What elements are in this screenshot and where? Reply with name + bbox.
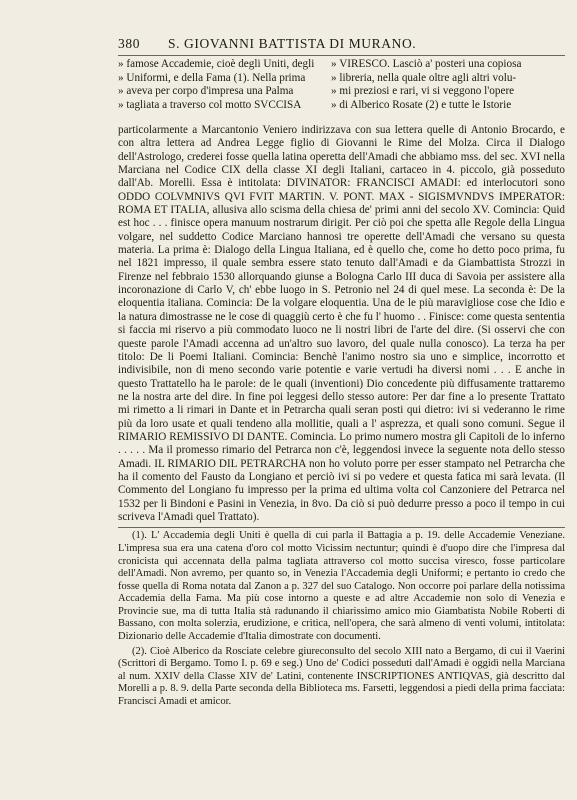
quote-line: » Uniformi, e della Fama (1). Nella prima xyxy=(118,71,306,84)
quote-line: » aveva per corpo d'impresa una Palma xyxy=(118,85,294,98)
quote-line: » famose Accademie, cioè degli Uniti, degli xyxy=(118,58,315,70)
quote-column-right xyxy=(331,58,577,112)
page-number: 380 xyxy=(118,36,141,51)
quote-column-left xyxy=(118,58,323,112)
footnotes xyxy=(118,530,565,708)
footnote-rule xyxy=(118,527,565,528)
quote-line: » tagliata a traverso col motto SVCCISA xyxy=(118,98,302,111)
quote-line: » libreria, nella quale oltre agli altri volu- xyxy=(331,71,517,84)
main-text xyxy=(118,124,565,711)
body-paragraph: particolarmente a Marcantonio Veniero indirizzava con sua lettera quelle di Antonio Brocardo, e con altra lettera ad Andrea Legge figlio di Giovanni le Rime del Molza. Circa il Dialogo dell'Astrologo, crederei fosse quella latina operetta dell'Amadi che abbiamo mss. del sec. XVI nella Marciana nel Codice CIX della classe XI degli Italiani, cartaceo in 4. piccolo, già posseduto dall'Ab. Morelli. Essa è intitolata: DIVINATOR: FRANCISCI AMADI: ed interlocutori sono ODDO COLVMNIVS QVI FVIT MARTIN. V. PONT. MAX - SIGISMVNDVS IMPERATOR: ROMA ET ITALIA, allusiva allo scisma della chiesa de' primi anni del secolo XV. Comincia: Quid est hoc . . . finisce opera manuum nostrarum dirigit. Per ciò poi che spetta alle Regole della Lingua volgare, nel suddetto Codice Marciano hannosi tre operette dell'Amadi che versano su questa materia. La prima è: Dialogo della Lingua Italiana, ed è quello che, come ho detto poco prima, fu nel 1821 impresso, il quale sembra essere stato tenuto dall'Amadi e da Giambattista Strozzi in Firenze nel febbraio 1530 allorquando giunse a Bologna Carlo III duca di Savoia per assistere alla incoronazione di Carlo V, ch' ebbe luogo in S. Petronio nel 24 di quel mese. La seconda è: De la eloquentia italiana. Comincia: De la volgare eloquentia. Una de le più maravigliose cose che Idio e la natura dimostrasse ne le cose di quaggiù certo è che fu l' huomo . . Finisce: come questa sententia si faccia mi riservo a più commodato luoco ne li nostri libri de l'arte del dire. (Si osservi che con queste parole l'Amadi accenna ad un'altro suo lavoro, del quale nulla conosco). La terza ha per titolo: De li Poemi Italiani. Comincia: Benchè l'animo nostro sia uno e simplice, incorrotto et indivisibile, non di meno secondo varie potentie e varie vertudi ha diversi nomi . . . E anche in questo Trattatello ha le parole: de le quali (inventioni) Dio concedente più diffusamente trattaremo ne la nostra arte del dire. In fine poi leggesi dello stesso autore: Per dar fine a lo presente Trattato mi rimetto a li rimari in Dante et in Petrarcha quali seran posti qui dietro: ivi si vederanno le rime più da loro usate et quali tendeno alla mollitie, quali a l' asprezza, et quali sono comuni. Segue il RIMARIO REMISSIVO DI DANTE. Comincia. Lo primo numero mostra gli Capitoli de lo inferno . . . . . Ma il promesso rimario del Petrarca non c'è, leggendosi invece la seguente nota dello stesso Amadi. IL RIMARIO DIL PETRARCHA non ho voluto porre per esser stampato nel Petrarcha che ha il comento del Fausto da Longiano et perciò ivi si po vedere et questa fatica mi sarà levata. (Il Commento del Longiano fu impresso per la prima ed ultima volta col Canzoniere del Petrarca nel 1532 per li Bindoni e Pasini in Venezia, in 8vo. Da ciò si può dedurre presso a poco il tempo in cui scriveva l'Amadi quel Trattato). xyxy=(118,124,565,523)
header-rule xyxy=(118,55,565,56)
footnote-2: (2). Cioè Alberico da Rosciate celebre giureconsulto del secolo XIII nato a Bergamo, di cui il Vaerini (Scrittori di Bergamo. Tomo I. p. 69 e seg.) Uno de' Codici posseduti dall'Amadi è oggidì nella Marciana al num. XXIV della Classe XIV de' Latini, contenente INSCRIPTIONES ANTIQVAS, già descritto dal Morelli a p. 8. 9. della Parte seconda della Biblioteca ms. Farsetti, leggendosi a piedi della prima facciata: Francisci Amadi et amicor. xyxy=(118,645,565,708)
quote-line: » mi preziosi e rari, vi si veggono l'opere xyxy=(331,85,515,98)
page-header xyxy=(118,36,567,54)
quote-line: » di Alberico Rosate (2) e tutte le Istorie xyxy=(331,98,512,111)
quote-line: » VIRESCO. Lasciò a' posteri una copiosa xyxy=(331,58,522,70)
footnote-1: (1). L' Accademia degli Uniti è quella di cui parla il Battagia a p. 19. delle Accademie Veneziane. L'impresa sua era una catena d'oro col motto Vicissim nectuntur; quindi è d'uopo dire che l'impresa dal cronicista qui accennata della palma tagliata attraverso col motto succisa viresco, fosse particolare dell'Amadi. Non avremo, per quanto so, in Venezia l'Accademia degli Uniformi; e pertanto io credo che fosse quella di Roma notata dal Zanon a p. 327 del suo Catalogo. Non occorre poi parlare della notissima Accademia della Fama. Ma più cose intorno a queste e ad altre Accademie non solo di Venezia e Provincie sue, ma di tutta Italia stà radunando il chiarissimo amico mio Giambatista Nobile Roberti di Bassano, con molta solerzia, erudizione, e critica, nell'opera, che sarà almeno di venti volumi, intitolata: Dizionario delle Accademie d'Italia dimostrate con documenti. xyxy=(118,530,565,643)
running-head: S. GIOVANNI BATTISTA DI MURANO. xyxy=(168,36,417,51)
